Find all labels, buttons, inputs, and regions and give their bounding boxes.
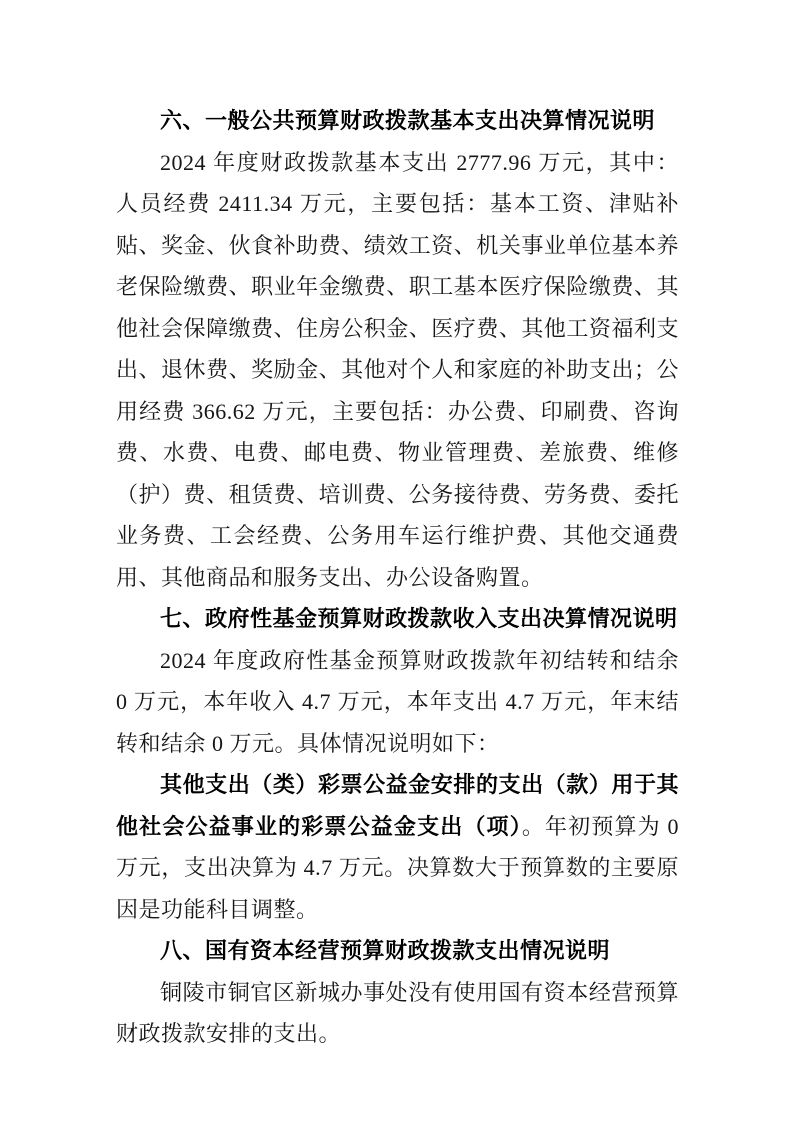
section-heading: 七、政府性基金预算财政拨款收入支出决算情况说明 — [160, 606, 678, 631]
document-content — [116, 100, 679, 1055]
body-paragraph: 2024 年度政府性基金预算财政拨款年初结转和结余 0 万元，本年收入 4.7 万元，本年支出 4.7 万元，年末结转和结余 0 万元。具体情况说明如下： — [116, 647, 679, 756]
section-heading: 六、一般公共预算财政拨款基本支出决算情况说明 — [160, 108, 656, 133]
body-paragraph — [116, 764, 679, 930]
body-paragraph: 铜陵市铜官区新城办事处没有使用国有资本经营预算财政拨款安排的支出。 — [116, 979, 679, 1046]
section-heading: 八、国有资本经营预算财政拨款支出情况说明 — [160, 938, 611, 963]
paragraph-lead-bold: 其他支出（类）彩票公益金安排的支出（款）用于其他社会公益事业的彩票公益金支出（项） — [116, 772, 679, 839]
paragraph-rest: 。年初预算为 0 万元，支出决算为 4.7 万元。决算数大于预算数的主要原因是功能科目调整。 — [116, 813, 679, 922]
body-paragraph: 2024 年度财政拨款基本支出 2777.96 万元，其中：人员经费 2411.34 万元，主要包括：基本工资、津贴补贴、奖金、伙食补助费、绩效工资、机关事业单位基本养老保险缴费、职业年金缴费、职工基本医疗保险缴费、其他社会保障缴费、住房公积金、医疗费、其他工资福利支出、退休费、奖励金、其他对个人和家庭的补助支出；公用经费 366.62 万元，主要包括：办公费、印刷费、咨询费、水费、电费、邮电费、物业管理费、差旅费、维修（护）费、租赁费、培训费、公务接待费、劳务费、委托业务费、工会经费、公务用车运行维护费、其他交通费用、其他商品和服务支出、办公设备购置。 — [116, 149, 679, 590]
